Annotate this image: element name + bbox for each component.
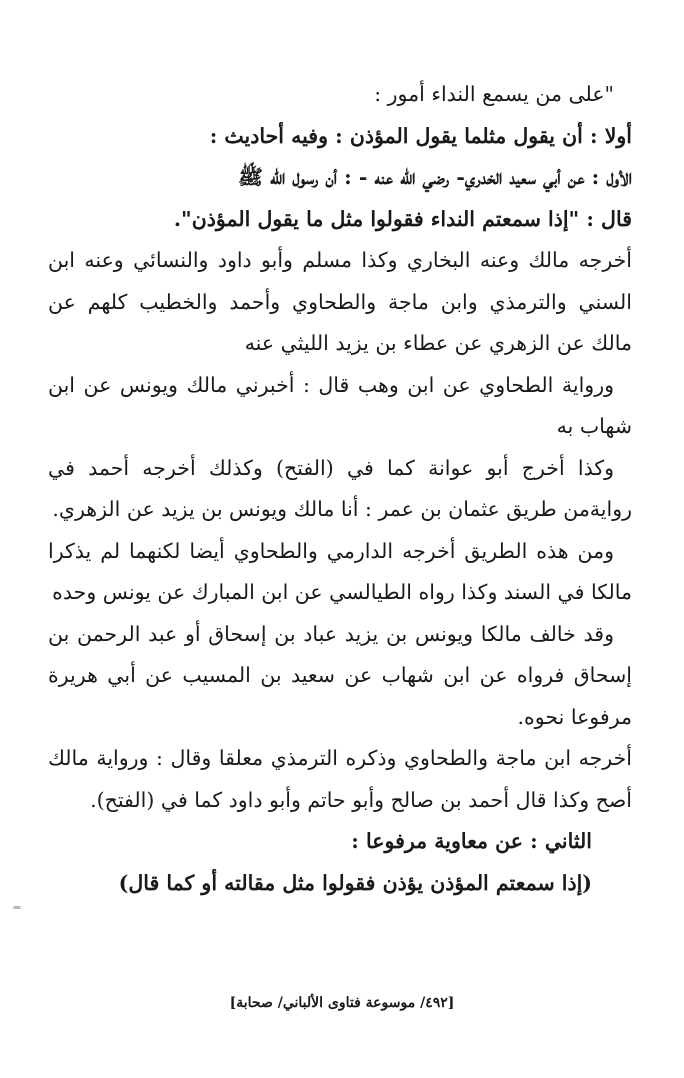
takhrij-paragraph-1: أخرجه مالك وعنه البخاري وكذا مسلم وأبو داود والنسائي وعنه ابن السني والترمذي وابن ماجة والطحاوي وأحمد والخطيب كلهم عن مالك عن الزهري عن عطاء بن يزيد الليثي عنه [48, 248, 632, 355]
takhrij-paragraph-3: وكذا أخرج أبو عوانة كما في (الفتح) وكذلك أخرجه أحمد في روايةمن طريق عثمان بن عمر : أنا مالك ويونس بن يزيد عن الزهري. [48, 455, 632, 521]
first-heading: أولا : أن يقول مثلما يقول المؤذن : وفيه أحاديث : [209, 123, 632, 148]
scan-speck [10, 906, 24, 909]
second-hadith-heading: الثاني : عن معاوية مرفوعا : [351, 829, 592, 853]
first-hadith-chain-text: الأول : عن أبي سعيد الخدري- رضي الله عنه - : أن رسول الله ﷺ [238, 165, 632, 189]
takhrij-paragraph-6: أخرجه ابن ماجة والطحاوي وذكره الترمذي معلقا وقال : ورواية مالك أصح وكذا قال أحمد بن صالح وأبو حاتم وأبو داود كما في (الفتح). [48, 746, 632, 812]
first-hadith-chain [48, 157, 632, 199]
page-footer: [٤٩٢/ موسوعة فتاوى الألباني/ صحابة] [229, 995, 455, 1011]
second-hadith-text: (إذا سمعتم المؤذن يؤذن فقولوا مثل مقالته أو كما قال) [118, 870, 592, 895]
takhrij-paragraph-2: ورواية الطحاوي عن ابن وهب قال : أخبرني مالك ويونس عن ابن شهاب به [48, 372, 632, 438]
first-hadith-text: قال : "إذا سمعتم النداء فقولوا مثل ما يقول المؤذن". [173, 206, 632, 231]
intro-line: "على من يسمع النداء أمور : [374, 82, 614, 106]
takhrij-paragraph-5: وقد خالف مالكا ويونس بن يزيد عباد بن إسحاق أو عبد الرحمن بن إسحاق فرواه عن ابن شهاب عن سعيد بن المسيب عن أبي هريرة مرفوعا نحوه. [48, 621, 632, 729]
takhrij-paragraph-4: ومن هذه الطريق أخرجه الدارمي والطحاوي أيضا لكنهما لم يذكرا مالكا في السند وكذا رواه الطيالسي عن ابن المبارك عن يونس وحده [48, 538, 632, 604]
page-body [48, 74, 632, 904]
